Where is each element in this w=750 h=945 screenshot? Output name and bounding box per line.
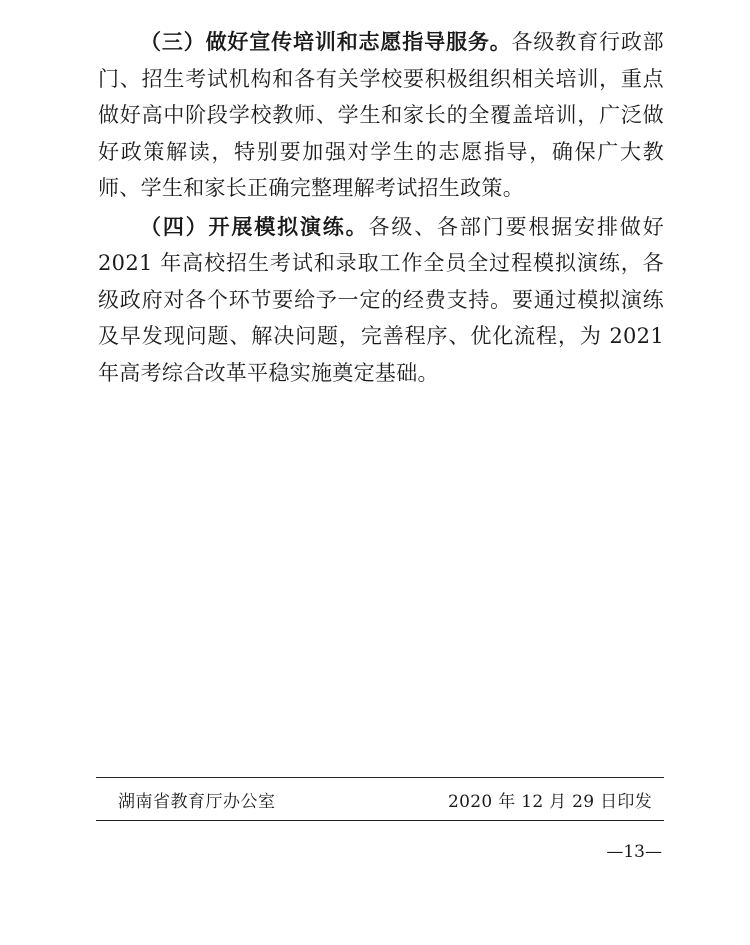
section-4-text: 各级、各部门要根据安排做好 2021 年高校招生考试和录取工作全员全过程模拟演练，各级政府对各个环节要给予一定的经费支持。要通过模拟演练及早发现问题、解决问题，完善程序、优化流程，为 2021 年高考综合改革平稳实施奠定基础。 [98, 214, 664, 385]
document-body [98, 24, 664, 393]
section-3-text: 各级教育行政部门、招生考试机构和各有关学校要积极组织相关培训，重点做好高中阶段学校教师、学生和家长的全覆盖培训，广泛做好政策解读，特别要加强对学生的志愿指导，确保广大教师、学生和家长正确完整理解考试招生政策。 [98, 30, 664, 200]
footer-issuer: 湖南省教育厅办公室 [118, 792, 276, 812]
paragraph-section-3 [98, 24, 664, 207]
footer-bottom-rule [96, 820, 664, 821]
footer-top-rule [96, 777, 664, 778]
page-number: —13— [606, 842, 662, 862]
footer-issue-date: 2020 年 12 月 29 日印发 [448, 792, 652, 812]
section-3-heading: （三）做好宣传培训和志愿指导服务。 [140, 29, 512, 54]
paragraph-section-4 [98, 209, 664, 392]
section-4-heading: （四）开展模拟演练。 [140, 213, 369, 239]
